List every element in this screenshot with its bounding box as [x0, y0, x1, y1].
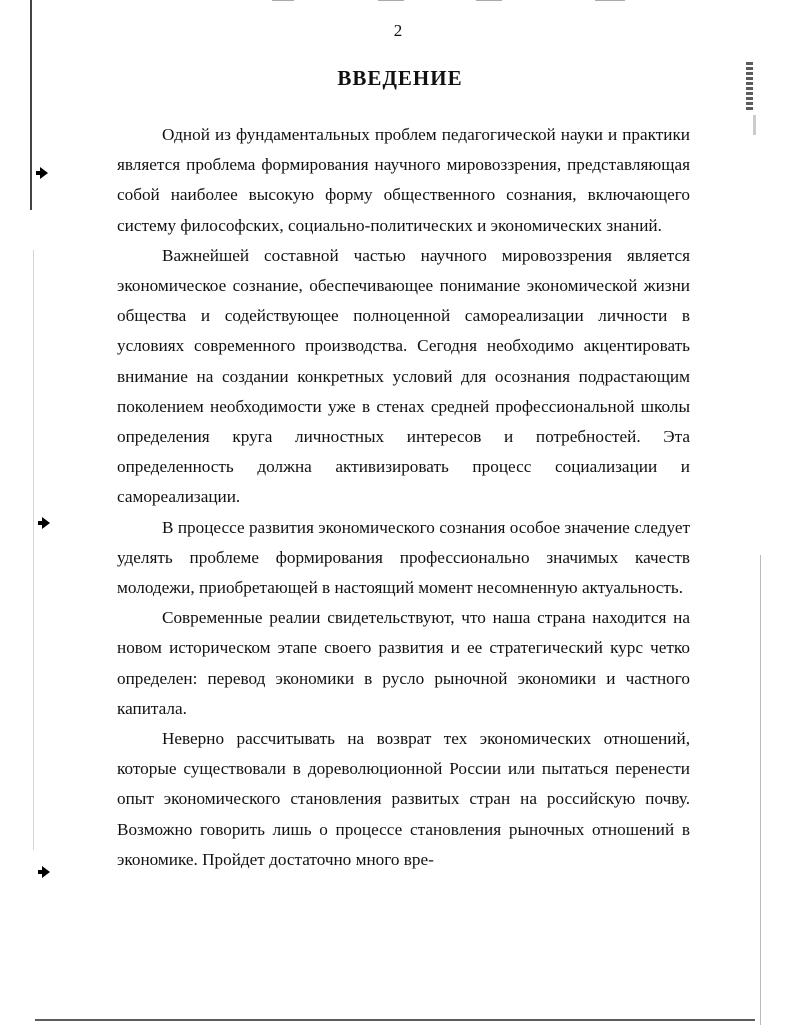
paragraph: Одной из фундаментальных проблем педагогической науки и практики является проблема формирования научного мировоззрения, представляющая собой наиболее высокую форму общественного сознания, включающего систему философских, социально-политических и экономических знаний. [117, 125, 690, 235]
scan-artifact [753, 115, 756, 135]
paragraph: В процессе развития экономического сознания особое значение следует уделять проблеме формирования профессионально значимых качеств молодежи, приобретающей в настоящий момент несомненную актуальность. [117, 517, 690, 598]
scan-edge-left-faint [33, 250, 34, 850]
page-title: ВВЕДЕНИЕ [337, 66, 463, 90]
binder-mark [40, 167, 48, 179]
scan-top-marks [0, 0, 796, 4]
binder-mark [42, 517, 50, 529]
paragraph: Современные реалии свидетельствуют, что наша страна находится на новом историческом этапе своего развития и ее стратегический курс четко определен: перевод экономики в русло рыночной экономики и частного капитала. [117, 608, 690, 718]
scan-edge-right [760, 555, 761, 1025]
binder-mark [42, 866, 50, 878]
paragraph: Важнейшей составной частью научного мировоззрения является экономическое сознание, обеспечивающее понимание экономической жизни общества и содействующее полноценной самореализации личности в условиях современного производства. Сегодня необходимо акцентировать внимание на создании конкретных условий для осознания подрастающим поколением необходимости уже в стенах средней профессиональной школы определения круга личностных интересов и потребностей. Эта определенность должна активизировать процесс социализации и самореализации. [117, 245, 690, 507]
page-number: 2 [393, 21, 403, 40]
scan-edge-bottom [35, 1019, 755, 1021]
paragraph: Неверно рассчитывать на возврат тех экономических отношений, которые существовали в дореволюционной России или пытаться перенести опыт экономического становления развитых стран на российскую почву. Возможно говорить лишь о процессе становления рыночных отношений в экономике. Пройдет достаточно много вре- [117, 729, 690, 869]
body-text [117, 120, 690, 875]
